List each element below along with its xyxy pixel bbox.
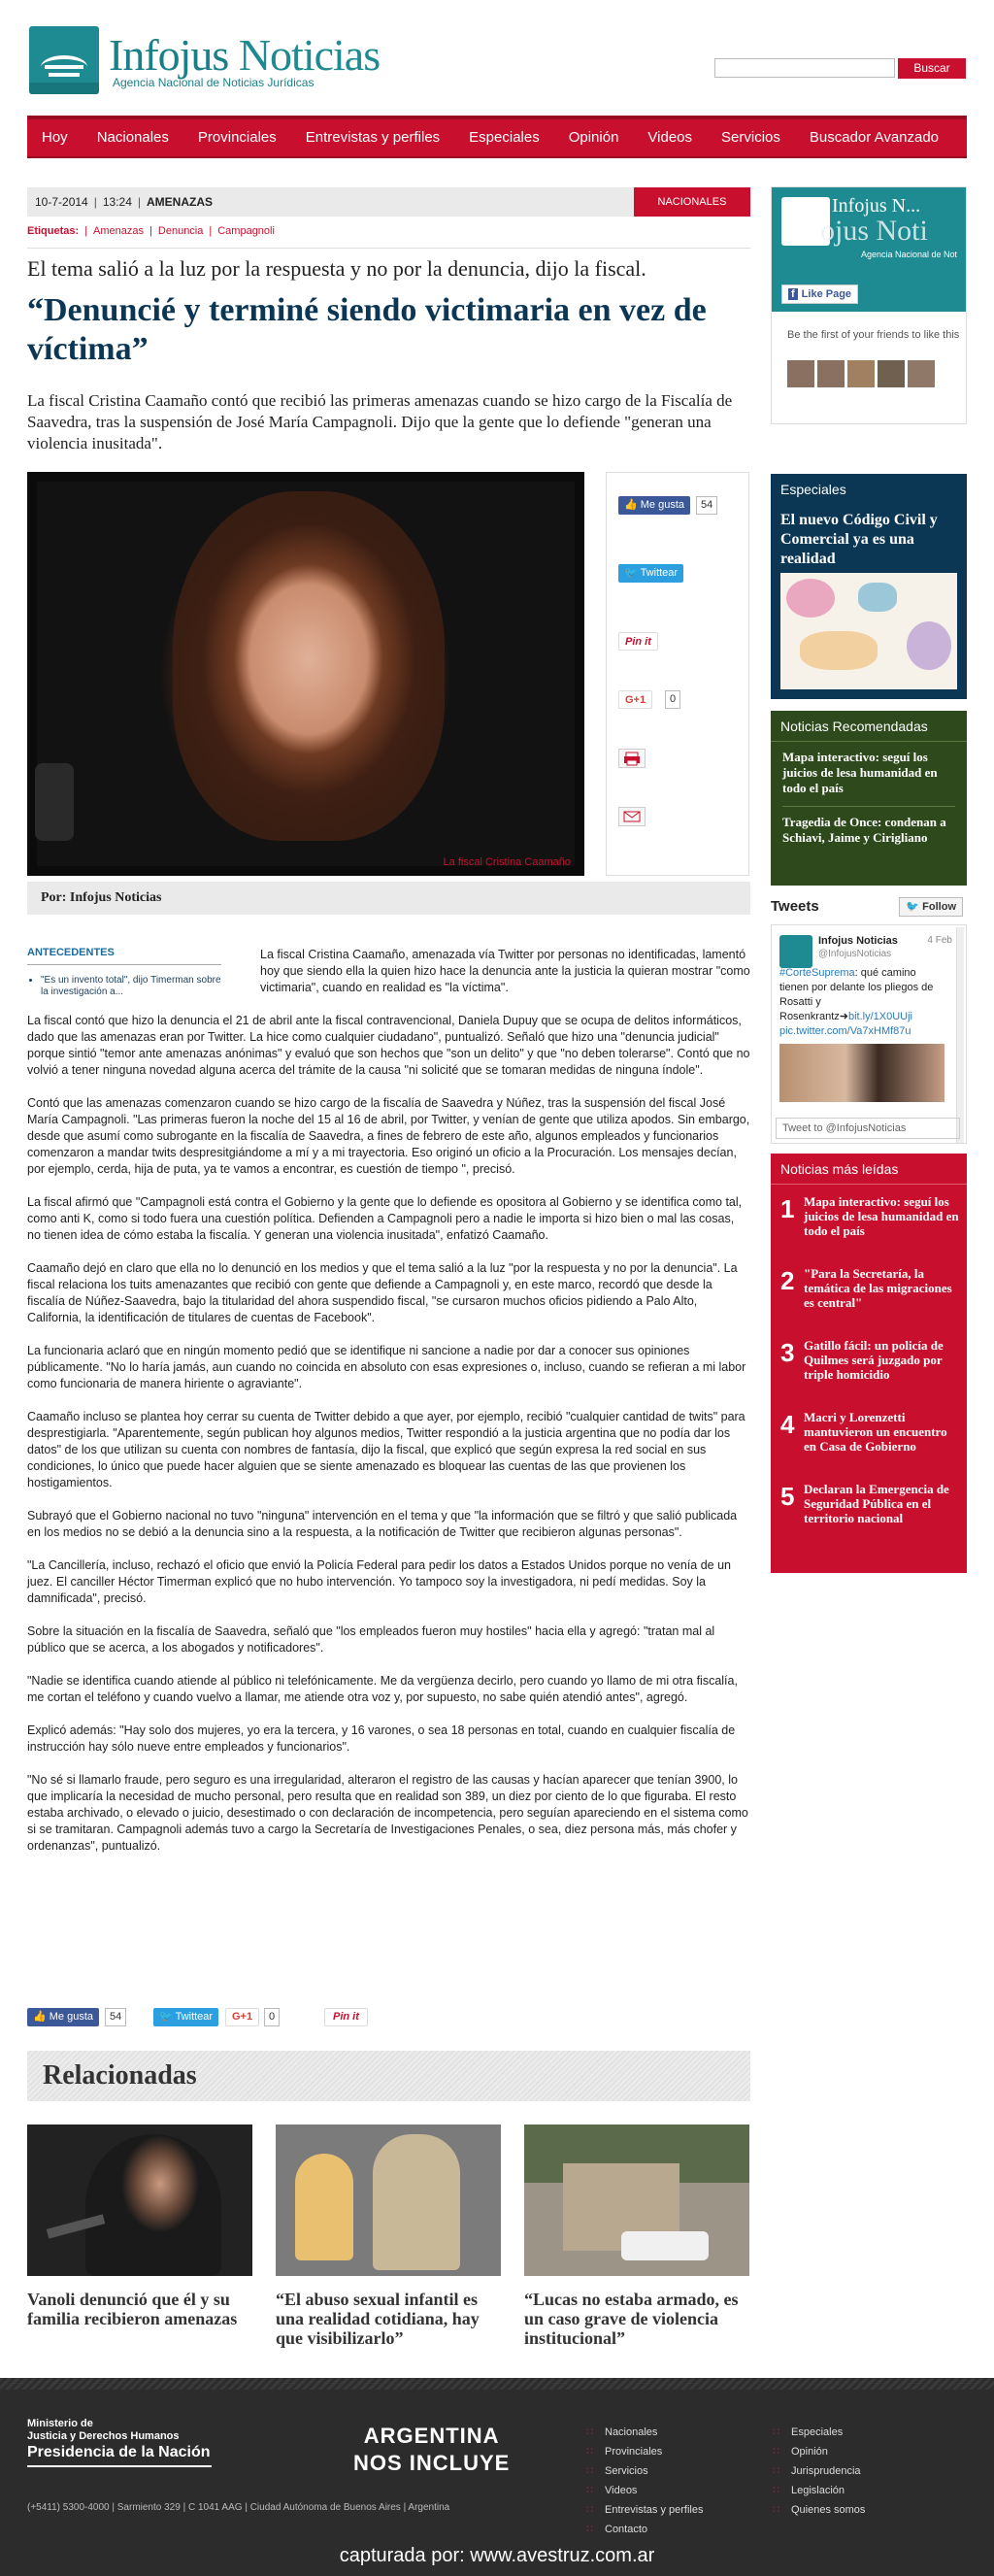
twitter-widget	[771, 893, 967, 1144]
recomendadas-title: Noticias Recomendadas	[771, 711, 967, 742]
gplus-count: 0	[665, 690, 680, 709]
mas-leida-item[interactable]: 5 Declaran la Emergencia de Seguridad Pública en el territorio nacional	[780, 1482, 949, 1525]
paragraph: Subrayó que el Gobierno nacional no tuvo "ninguna" intervención en el tema y que "la información que se filtró y que salió publicada en los medios no se debió a la denuncia sino a la respuesta, a la notificación de Twitter que recibieron algunas personas".	[27, 1509, 738, 1539]
pinterest-button[interactable]: Pin it	[618, 632, 658, 651]
related-card[interactable]	[276, 2124, 501, 2348]
related-heading: Relacionadas	[27, 2051, 750, 2101]
tag-link[interactable]: Amenazas	[93, 225, 145, 237]
site-subtitle: Agencia Nacional de Noticias Jurídicas	[113, 76, 315, 89]
footer-links-col2	[773, 2423, 865, 2520]
argentina-nos-incluye-logo: ARGENTINA NOS INCLUYE	[353, 2424, 511, 2475]
microphone-shape	[35, 763, 74, 841]
nav-item-videos[interactable]: Videos	[647, 129, 693, 146]
tweet-image[interactable]	[779, 1044, 944, 1102]
gplus-count: 0	[264, 2008, 280, 2026]
related-title[interactable]: “Lucas no estaba armado, es un caso grave de violencia institucional”	[524, 2290, 739, 2348]
infojus-logo[interactable]	[29, 26, 99, 94]
site-name[interactable]: Infojus Noticias	[109, 30, 381, 80]
twitter-button[interactable]: 🐦 Twittear	[153, 2008, 218, 2026]
article-headline: “Denuncié y terminé siendo victimaria en vez de víctima”	[27, 292, 707, 367]
tweet-text: #CorteSuprema: qué camino tienen por delante los pliegos de Rosatti y Rosenkrantz➜bit.ly/1X0UUji pic.twitter.com/Va7xHMf87u	[779, 967, 934, 1037]
especiales-title: Especiales	[780, 482, 846, 497]
paragraph: Explicó además: "Hay solo dos mujeres, yo era la tercera, y 16 varones, o sea 18 personas en total, cuando en cualquier fiscalía de instrucción hay sólo nueve entre empleados y funcionarios".	[27, 1723, 736, 1754]
antecedentes-box	[27, 947, 221, 998]
presidencia-logo[interactable]: Presidencia de la Nación	[27, 2444, 211, 2460]
especiales-headline[interactable]: El nuevo Código Civil y Comercial ya es una realidad	[780, 512, 938, 567]
twitter-button[interactable]: 🐦 Twittear	[618, 564, 683, 583]
nav-item-especiales[interactable]: Especiales	[469, 129, 540, 146]
mas-leida-item[interactable]: 2 "Para la Secretaría, la temática de las migraciones es central"	[780, 1266, 952, 1310]
footer-link[interactable]: ∷ Quienes somos	[773, 2500, 865, 2520]
footer-link[interactable]: ∷ Legislación	[773, 2481, 865, 2500]
recomendadas-widget	[771, 711, 967, 886]
related-image[interactable]	[27, 2124, 252, 2276]
email-icon[interactable]	[618, 807, 646, 826]
footer-link[interactable]: ∷ Contacto	[586, 2520, 703, 2539]
nav-item-entrevistas[interactable]: Entrevistas y perfiles	[305, 129, 441, 146]
recomendada-link[interactable]: Tragedia de Once: condenan a Schiavi, Jaime y Cirigliano	[782, 815, 946, 845]
mas-leida-item[interactable]: 4 Macri y Lorenzetti mantuvieron un encuentro en Casa de Gobierno	[780, 1410, 947, 1454]
gplus-button[interactable]: G+1	[225, 2008, 259, 2026]
timeline-scrollbar[interactable]	[956, 927, 964, 1143]
facebook-cover[interactable]: ojus Noti Infojus N... Agencia Nacional de Not f Like Page	[772, 187, 966, 312]
antecedentes-link[interactable]: • "Es un invento total", dijo Timerman sobre la investigación a...	[41, 975, 221, 998]
facebook-page-widget	[771, 186, 967, 424]
footer-address: (+5411) 5300-4000 | Sarmiento 329 | C 1041 AAG | Ciudad Autónoma de Buenos Aires | Argentina	[27, 2502, 450, 2513]
nav-item-nacionales[interactable]: Nacionales	[96, 129, 169, 146]
paragraph: Caamaño dejó en claro que ella no lo denunció en los medios y que el tema salió a la luz "por la respuesta y no por la denuncia". La fiscal relaciona los tuits amenazantes que recibió con gente que defiende a Campagnoli y, en este marco, recordó que desde la fiscalía de Núñez-Saavedra, bajo la titularidad del ahora suspendido fiscal, "se cursaron muchos oficios pidiendo a Palo Alto, California, la identificación de titulares de cuentas de Facebook".	[27, 1261, 738, 1324]
tweets-title: Tweets	[771, 898, 819, 915]
especiales-widget[interactable]	[771, 474, 967, 699]
article-byline: Por: Infojus Noticias	[27, 882, 750, 915]
bottom-share-bar	[27, 2006, 750, 2029]
related-card[interactable]	[524, 2124, 749, 2348]
site-header	[0, 0, 994, 112]
article-meta-bar: 10-7-2014 | 13:24 | AMENAZAS NACIONALES	[27, 187, 750, 217]
antecedentes-title: ANTECEDENTES	[27, 947, 221, 965]
tag-link[interactable]: Denuncia	[157, 225, 204, 237]
tweet-handle: @InfojusNoticias	[818, 949, 892, 959]
related-image[interactable]	[524, 2124, 749, 2276]
page-name[interactable]: Infojus N...	[832, 195, 921, 217]
print-icon[interactable]	[618, 749, 646, 768]
footer-link[interactable]: ∷ Jurisprudencia	[773, 2461, 865, 2481]
mas-leidas-title: Noticias más leídas	[771, 1154, 967, 1185]
ministerio-logo[interactable]: Ministerio de Justicia y Derechos Humanos	[27, 2418, 180, 2442]
like-count: 54	[696, 496, 717, 515]
related-title[interactable]: Vanoli denunció que él y su familia recibieron amenazas	[27, 2290, 238, 2328]
related-image[interactable]	[276, 2124, 501, 2276]
divider	[27, 248, 750, 249]
paragraph: Sobre la situación en la fiscalía de Saavedra, señaló que "los empleados fueron muy hostiles" hacia ella y agregó: "tratan mal al público que se acerca, a los abogados y notificadores".	[27, 1624, 715, 1655]
footer-link[interactable]: ∷ Videos	[586, 2481, 703, 2500]
tags-row: Etiquetas: | Amenazas | Denuncia | Campagnoli	[27, 225, 275, 237]
first-friends-text: Be the first of your friends to like this	[787, 329, 960, 341]
tweet-compose-input[interactable]: Tweet to @InfojusNoticias	[776, 1118, 960, 1139]
facebook-like-button[interactable]: 👍 Me gusta	[27, 2008, 99, 2026]
article-time: 13:24	[102, 195, 132, 209]
paragraph: La funcionaria aclaró que en ningún momento pedió que se identifique ni sancione a nadie por dar a conocer sus opiniones públicamente. "No lo haría jamás, aun cuando no coincida en absoluto con esas expresiones o, incluso, cuando se refieran a mi labor como funcionaria de manera hiriente o agraviante".	[27, 1344, 746, 1390]
related-title[interactable]: “El abuso sexual infantil es una realidad cotidiana, hay que visibilizarlo”	[276, 2290, 480, 2348]
search-button[interactable]: Buscar	[898, 58, 966, 79]
mas-leida-item[interactable]: 3 Gatillo fácil: un policía de Quilmes será juzgado por triple homicidio	[780, 1338, 944, 1382]
paragraph: "Nadie se identifica cuando atiende al público ni telefónicamente. Me da vergüenza decirlo, pero cuando yo llamo de mi otra fiscalía, me cortan el teléfono y cuando vuelvo a llamar, me atiende otra voz y, por supuesto, no sabe quién atendió antes", agregó.	[27, 1674, 738, 1704]
follow-button[interactable]: 🐦 Follow	[899, 897, 963, 917]
article-kicker: El tema salió a la luz por la respuesta y no por la denuncia, dijo la fiscal.	[27, 256, 646, 281]
nav-item-servicios[interactable]: Servicios	[721, 129, 780, 146]
article-category: AMENAZAS	[147, 195, 213, 209]
footer-link[interactable]: ∷ Especiales	[773, 2423, 865, 2442]
paragraph: "No sé si llamarlo fraude, pero seguro es una irregularidad, alteraron el registro de las causas y hacían aparecer que tenían 3900, lo que implicaría la necesidad de mucho personal, pero resulta que en realidad son 389, un diez por ciento de lo que figuraba. El resto estaba archivado, o elevado o juicio, desestimado o con declaración de incompetencia, pero seguían apareciendo en el sistema como si se tramitaran. Campagnoli además tuvo a cargo la Secretaría de Investigaciones Penales, o sea, diez persona más, más chofer y ordenanzas", puntualizó.	[27, 1773, 748, 1853]
pinterest-button[interactable]: Pin it	[324, 2008, 368, 2026]
tag-link[interactable]: Campagnoli	[217, 225, 275, 237]
facebook-like-button[interactable]: 👍 Me gusta	[618, 496, 690, 515]
friend-avatars	[787, 360, 935, 387]
tweet-date: 4 Feb	[927, 935, 952, 946]
footer-link[interactable]: ∷ Provinciales	[586, 2442, 703, 2461]
share-panel	[606, 472, 749, 876]
paragraph: La fiscal afirmó que "Campagnoli está contra el Gobierno y la gente que lo defiende es opositora al Gobierno y se identifica como tal, como anti K, como si todo fuera una cuestión política. Defienden a Campagnoli pero a nadie le importa si hizo bien o mal las cosas, no tienen idea de cómo estaba la fiscalía. Y generan una violencia inusitada", enfatizó Caamaño.	[27, 1195, 743, 1242]
nav-item-buscador[interactable]: Buscador Avanzado	[809, 129, 940, 146]
search-input[interactable]	[714, 58, 895, 78]
footer-links-col1	[586, 2423, 703, 2539]
article-lead: La fiscal Cristina Caamaño contó que recibió las primeras amenazas cuando se hizo cargo de la Fiscalía de Saavedra, tras la suspensión de José María Campagnoli. Dijo que la gente que lo defiende "generan una violencia inusitada".	[27, 391, 733, 452]
mas-leida-item[interactable]: 1 Mapa interactivo: seguí los juicios de lesa humanidad en todo el país	[780, 1194, 959, 1238]
like-count: 54	[105, 2008, 126, 2026]
paragraph: Contó que las amenazas comenzaron cuando se hizo cargo de la fiscalía de Saavedra y Núñez, tras la suspensión del fiscal José María Campagnoli. "Las primeras fueron la noche del 15 al 16 de abril, por Twitter, y venían de gente que utiliza apodos. Sin embargo, desde que asumí como subrogante en la fiscalía de Saavedra, a fines de febrero de este año, algunos empleados y funcionarios comenzaron a mandar twits despresitgiándome a mí y a mi trayectoria. Eso originó un oficio a la Procuración. Los mensajes decían, por ejemplo, cerda, hija de puta, ya te vamos a encontrar, es cuestión de tiempo ", precisó.	[27, 1096, 750, 1176]
footer-link[interactable]: ∷ Nacionales	[586, 2423, 703, 2442]
photo-caption: La fiscal Cristina Caamaño	[443, 856, 571, 868]
capture-watermark: capturada por: www.avestruz.com.ar	[339, 2545, 655, 2566]
tags-label: Etiquetas:	[27, 225, 80, 237]
footer-link[interactable]: ∷ Entrevistas y perfiles	[586, 2500, 703, 2520]
mas-leidas-widget	[771, 1154, 967, 1573]
recomendada-link[interactable]: Mapa interactivo: seguí los juicios de lesa humanidad en todo el país	[782, 750, 938, 795]
tweet-timeline[interactable]	[771, 924, 967, 1144]
nav-item-hoy[interactable]: Hoy	[42, 129, 68, 146]
footer-link[interactable]: ∷ Opinión	[773, 2442, 865, 2461]
related-card[interactable]	[27, 2124, 252, 2328]
like-page-button[interactable]: f Like Page	[781, 284, 858, 304]
article-body	[27, 947, 750, 1871]
paragraph: "La Cancillería, incluso, rechazó el oficio que envió la Policía Federal para pedir los datos a Estados Unidos porque no venía de un juez. El canciller Héctor Timerman explicó que no hubo intervención. Yo tampoco soy la investigadora, ni pedí medidas. Soy la damnificada", precisó.	[27, 1558, 732, 1605]
especiales-image[interactable]	[780, 573, 957, 689]
main-nav	[27, 116, 967, 158]
nav-item-provinciales[interactable]: Provinciales	[197, 129, 277, 146]
gplus-button[interactable]: G+1	[618, 690, 652, 709]
tweet-user[interactable]: Infojus Noticias	[818, 935, 898, 947]
paragraph: La fiscal contó que hizo la denuncia el 21 de abril ante la fiscal contravencional, Daniela Dupuy que se ocupa de delitos informáticos, dado que las amenazas eran por Twitter. La hice como cualquier ciudadano", puntualizó. Señaló que hizo una "denuncia judicial" porque sintió "temor ante amenazas anónimas" y evaluó que son hechos que "son un delito" y que "no deben tolerarse". Contó que no volvió a tener ninguna novedad alguna acerca del trámite de la causa "ni solicité que se tomaran medidas de ninguna índole".	[27, 1014, 750, 1077]
footer-link[interactable]: ∷ Servicios	[586, 2461, 703, 2481]
tweet-avatar[interactable]	[779, 935, 812, 968]
paragraph: La fiscal Cristina Caamaño, amenazada vía Twitter por personas no identificadas, lamentó hoy que siendo ella la quien hizo hace la denuncia ante la justicia la quieran mostrar "como victimaria", cuando en realidad es "la víctima".	[260, 948, 750, 994]
article-photo	[27, 472, 584, 876]
nav-item-opinion[interactable]: Opinión	[568, 129, 619, 146]
paragraph: Caamaño incluso se plantea hoy cerrar su cuenta de Twitter debido a que ayer, por ejemplo, recibió "cualquier cantidad de twits" para desprestigiarla. "Aparentemente, según publican hoy algunos medios, Twitter respondió a la justicia argentina que no podía dar los datos" de los que utilizan su cuenta con nombres de fantasía, dijo la fiscal, que explicó que según expresa la red social en sus condiciones, lo único que puede hacer alguien que se siente amenazado es bloquear las cuentas de las que provienen los hostigamientos.	[27, 1410, 746, 1489]
site-footer	[0, 2378, 994, 2576]
section-badge[interactable]: NACIONALES	[634, 187, 750, 217]
article-date: 10-7-2014	[35, 195, 88, 209]
